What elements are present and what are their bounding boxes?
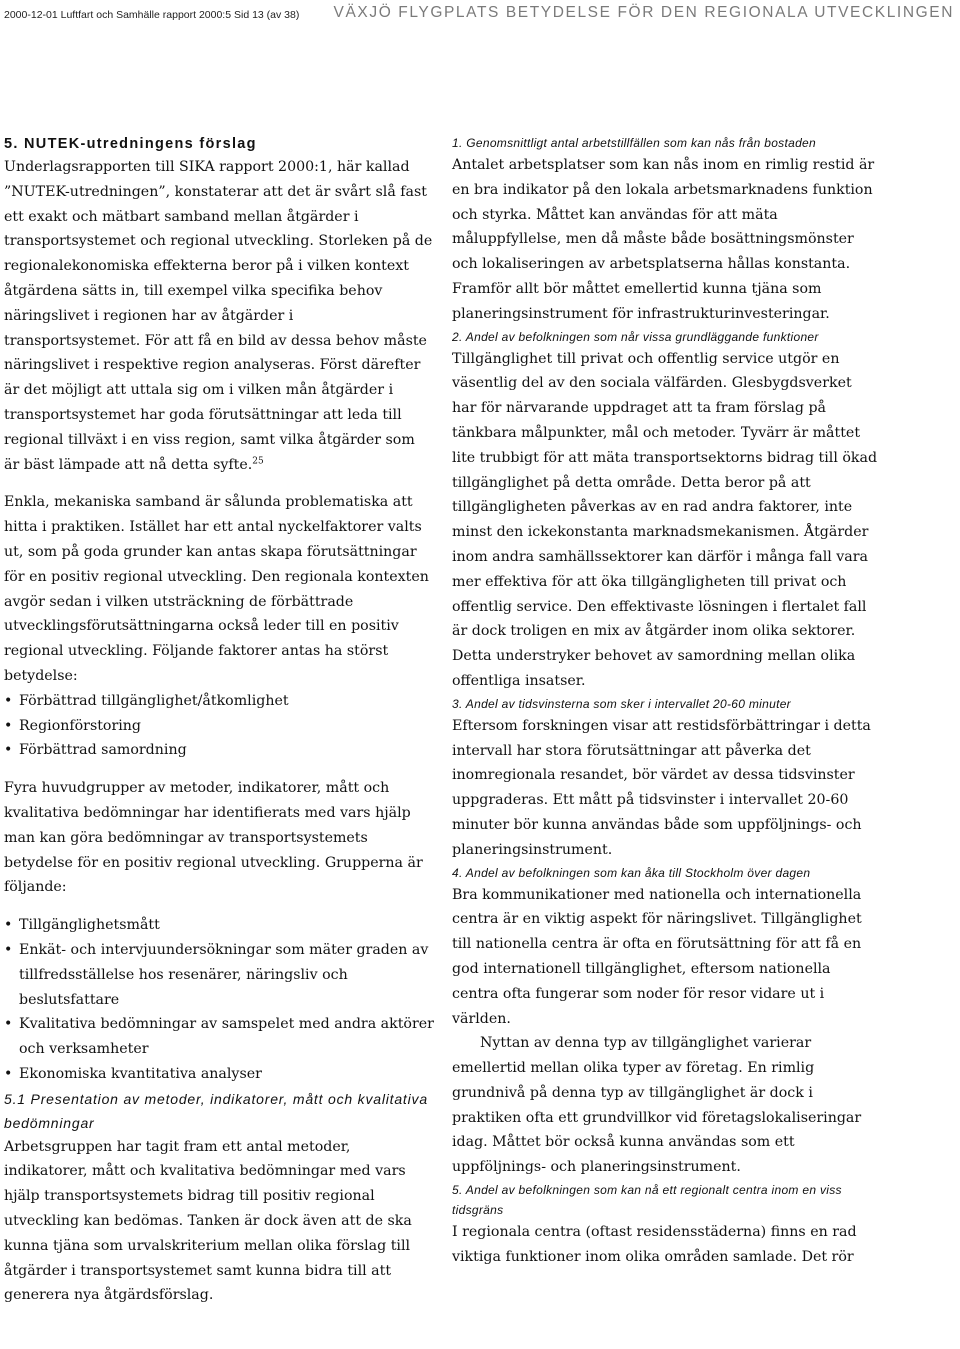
group-list [4, 913, 434, 1087]
list-item: • Förbättrad samordning [4, 738, 434, 763]
paragraph-groups: Fyra huvudgrupper av metoder, indikatorer, mått och kvalitativa bedömningar har identifierats med vars hjälp man kan göra bedömningar av transportsystemets betydelse för en positiv regional utveckling. Grupperna är följande: [4, 780, 423, 896]
header-title: VÄXJÖ FLYGPLATS BETYDELSE FÖR DEN REGIONALA UTVECKLINGEN [333, 4, 954, 21]
item-paragraph: Eftersom forskningen visar att restidsförbättringar i detta intervall har stora förutsättningar att påverka det inomregionala resandet, bör värdet av dessa tidsvinster uppgraderas. Ett mått på tidsvinster i intervallet 20-60 minuter bör kunna användas både som uppföljnings- och planeringsinstrument. [452, 717, 871, 858]
list-item: • Regionförstoring [4, 714, 434, 739]
item-paragraph: I regionala centra (oftast residensstäderna) finns en rad viktiga funktioner inom olika områden samlade. Det rör [452, 1224, 857, 1265]
list-item: • Enkät- och intervjuundersökningar som mäter graden av tillfredsställelse hos resenärer, näringsliv och beslutsfattare [4, 938, 434, 1012]
list-item: • Förbättrad tillgänglighet/åtkomlighet [4, 689, 434, 714]
item-paragraph: Tillgänglighet till privat och offentlig service utgör en väsentlig del av den sociala välfärden. Glesbygdsverket har för närvarande uppdraget att ta fram förslag på tänkbara målpunkter, mål och metoder. Tyvärr är måttet lite trubbigt för att mäta transportsektorns bidrag till ökad tillgänglighet på detta område. Detta beror på att tillgängligheten påverkas av en rad andra faktorer, inte minst den ickekonstanta marknadsmekanismen. Åtgärder inom andra samhällssektorer kan därför i många fall vara mer effektiva för att öka tillgängligheten till privat och offentlig service. Den effektivaste lösningen i flertalet fall är dock troligen en mix av åtgärder inom olika sektorer. Detta understryker behovet av samordning mellan olika offentliga insatser. [452, 350, 878, 689]
list-item: • Tillgänglighetsmått [4, 913, 434, 938]
header-meta: 2000-12-01 Luftfart och Samhälle rapport 2000:5 Sid 13 (av 38) [4, 9, 300, 21]
page-header [0, 0, 960, 30]
item-paragraph: Bra kommunikationer med nationella och internationella centra är en viktig aspekt för näringslivet. Tillgänglighet till nationella centra är ofta en förutsättning för att få en god internationell tillgänglighet, eftersom nationella centra ofta fungerar som noder för resor vidare ut i världen. [452, 886, 862, 1027]
paragraph-factors: Enkla, mekaniska samband är sålunda problematiska att hitta i praktiken. Istället har ett antal nyckelfaktorer valts ut, som på goda grunder kan antas skapa förutsättningar för en positiv regional utveckling. Den regionala kontexten avgör sedan i vilken utsträckning de förbättrade utvecklingsförutsättningarna också leder till en positiv regional utveckling. Följande faktorer antas ha störst betydelse: [4, 494, 429, 684]
subsection-title: 5.1 Presentation av metoder, indikatorer, mått och kvalitativa bedömningar [4, 1090, 428, 1131]
item-heading-5: 5. Andel av befolkningen som kan nå ett regionalt centra inom en viss tidsgräns [452, 1183, 842, 1218]
left-column [4, 133, 434, 1308]
section-title: 5. NUTEK-utredningens förslag [4, 136, 257, 152]
paragraph-methods: Arbetsgruppen har tagit fram ett antal metoder, indikatorer, mått och kvalitativa bedömningar med vars hjälp transportsystemets bidrag till positiv regional utveckling kan bedömas. Tanken är dock även att de ska kunna tjäna som urvalskriterium mellan olika förslag till åtgärder i transportsystemet samt kunna bidra till att generera nya åtgärdsförslag. [4, 1138, 412, 1304]
item-heading-3: 3. Andel av tidsvinsterna som sker i intervallet 20-60 minuter [452, 696, 791, 711]
paragraph-intro-text: Underlagsrapporten till SIKA rapport 2000:1, här kallad ”NUTEK-utredningen”, konstaterar att det är svårt slå fast ett exakt och mätbart samband mellan åtgärder i transportsystemet och regional utveckling. Storleken på de regionalekonomiska effekterna beror på i vilken kontext åtgärdena sätts in, till exempel vilka specifika behov näringslivet i regionen har av åtgärder i transportsystemet. För att få en bild av dessa behov måste näringslivet i respektive region analyseras. Först därefter är det möjligt att uttala sig om i vilken mån åtgärder i transportsystemet har goda förutsättningar att leda till regional tillväxt i en viss region, samt vilka åtgärder som är bäst lämpade att nå detta syfte. [4, 159, 433, 473]
item-paragraph: Antalet arbetsplatser som kan nås inom en rimlig restid är en bra indikator på den lokala arbetsmarknadens funktion och styrka. Måttet kan användas för att mäta måluppfyllelse, men då måste både bosättningsmönster och lokaliseringen av arbetsplatserna hållas konstanta. Framför allt bör måttet emellertid kunna tjäna som planeringsinstrument för infrastrukturinvesteringar. [452, 157, 875, 322]
item-heading-1: 1. Genomsnittligt antal arbetstillfällen som kan nås från bostaden [452, 136, 816, 150]
item-heading-4: 4. Andel av befolkningen som kan åka till Stockholm över dagen [452, 865, 811, 880]
list-item: • Ekonomiska kvantitativa analyser [4, 1062, 434, 1087]
list-item: • Kvalitativa bedömningar av samspelet med andra aktörer och verksamheter [4, 1012, 434, 1062]
right-column [452, 133, 880, 1270]
item-paragraph: Nyttan av denna typ av tillgänglighet varierar emellertid mellan olika typer av företag. En rimlig grundnivå på denna typ av tillgänglighet är dock i praktiken ofta ett grundvillkor vid företagslokaliseringar idag. Måttet bör också kunna användas som ett uppföljnings- och planeringsinstrument. [452, 1035, 862, 1176]
item-heading-2: 2. Andel av befolkningen som når vissa grundläggande funktioner [452, 329, 819, 344]
paragraph-intro [4, 155, 434, 477]
footnote-ref: 25 [252, 455, 264, 466]
factor-list [4, 689, 434, 763]
